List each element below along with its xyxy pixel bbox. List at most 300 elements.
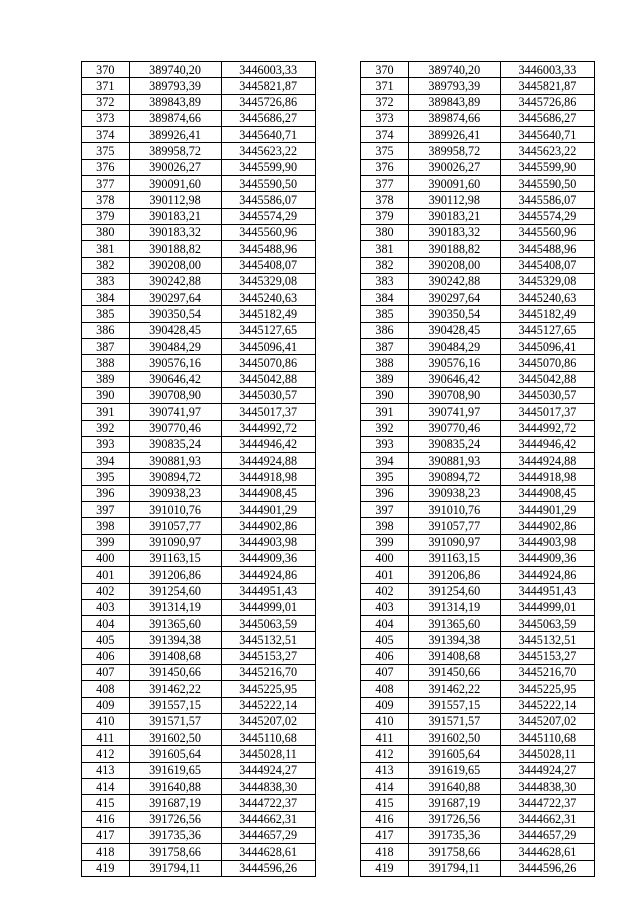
right-point-number-cell: 372	[361, 94, 409, 110]
left-point-number-cell: 411	[82, 730, 130, 746]
left-y-coordinate-cell: 3444657,29	[221, 827, 315, 843]
right-point-number-cell: 391	[361, 404, 409, 420]
right-y-coordinate-cell: 3445599,90	[500, 159, 594, 175]
left-x-coordinate-cell: 391619,65	[129, 762, 221, 778]
right-y-coordinate-cell: 3444903,98	[500, 534, 594, 550]
left-point-number-cell: 417	[82, 827, 130, 843]
table-row	[82, 176, 595, 192]
table-row	[82, 844, 595, 860]
right-x-coordinate-cell: 390208,00	[408, 257, 500, 273]
right-y-coordinate-cell: 3445225,95	[500, 681, 594, 697]
left-x-coordinate-cell: 391206,86	[129, 567, 221, 583]
right-y-coordinate-cell: 3444722,37	[500, 795, 594, 811]
left-point-number-cell: 383	[82, 273, 130, 289]
right-y-coordinate-cell: 3445042,88	[500, 371, 594, 387]
left-y-coordinate-cell: 3445127,65	[221, 322, 315, 338]
table-row	[82, 648, 595, 664]
right-point-number-cell: 390	[361, 387, 409, 403]
right-x-coordinate-cell: 390708,90	[408, 387, 500, 403]
left-x-coordinate-cell: 390741,97	[129, 404, 221, 420]
right-point-number-cell: 385	[361, 306, 409, 322]
right-point-number-cell: 394	[361, 453, 409, 469]
left-y-coordinate-cell: 3444903,98	[221, 534, 315, 550]
table-row	[82, 273, 595, 289]
spacer-cell	[315, 94, 361, 110]
table-row	[82, 534, 595, 550]
left-x-coordinate-cell: 391314,19	[129, 599, 221, 615]
spacer-cell	[315, 322, 361, 338]
right-point-number-cell: 378	[361, 192, 409, 208]
right-point-number-cell: 395	[361, 469, 409, 485]
right-x-coordinate-cell: 390297,64	[408, 290, 500, 306]
right-point-number-cell: 401	[361, 567, 409, 583]
left-point-number-cell: 393	[82, 436, 130, 452]
right-y-coordinate-cell: 3446003,33	[500, 62, 594, 78]
right-point-number-cell: 406	[361, 648, 409, 664]
left-x-coordinate-cell: 389874,66	[129, 110, 221, 126]
spacer-cell	[315, 746, 361, 762]
left-y-coordinate-cell: 3446003,33	[221, 62, 315, 78]
left-y-coordinate-cell: 3444628,61	[221, 844, 315, 860]
table-row	[82, 713, 595, 729]
right-x-coordinate-cell: 391735,36	[408, 827, 500, 843]
table-row	[82, 485, 595, 501]
right-y-coordinate-cell: 3444838,30	[500, 779, 594, 795]
left-point-number-cell: 412	[82, 746, 130, 762]
right-x-coordinate-cell: 390242,88	[408, 273, 500, 289]
spacer-cell	[315, 795, 361, 811]
table-body	[82, 62, 595, 877]
left-x-coordinate-cell: 390646,42	[129, 371, 221, 387]
right-point-number-cell: 397	[361, 502, 409, 518]
left-point-number-cell: 391	[82, 404, 130, 420]
spacer-cell	[315, 224, 361, 240]
right-point-number-cell: 381	[361, 241, 409, 257]
spacer-cell	[315, 550, 361, 566]
left-point-number-cell: 380	[82, 224, 130, 240]
left-x-coordinate-cell: 390183,21	[129, 208, 221, 224]
right-x-coordinate-cell: 389843,89	[408, 94, 500, 110]
left-x-coordinate-cell: 390835,24	[129, 436, 221, 452]
spacer-cell	[315, 355, 361, 371]
spacer-cell	[315, 110, 361, 126]
spacer-cell	[315, 648, 361, 664]
right-y-coordinate-cell: 3445240,63	[500, 290, 594, 306]
right-y-coordinate-cell: 3444901,29	[500, 502, 594, 518]
left-point-number-cell: 397	[82, 502, 130, 518]
left-x-coordinate-cell: 391571,57	[129, 713, 221, 729]
table-row	[82, 159, 595, 175]
left-x-coordinate-cell: 391254,60	[129, 583, 221, 599]
left-y-coordinate-cell: 3445222,14	[221, 697, 315, 713]
table-row	[82, 420, 595, 436]
left-x-coordinate-cell: 390770,46	[129, 420, 221, 436]
table-row	[82, 257, 595, 273]
right-y-coordinate-cell: 3444902,86	[500, 518, 594, 534]
right-point-number-cell: 396	[361, 485, 409, 501]
table-row	[82, 550, 595, 566]
left-point-number-cell: 390	[82, 387, 130, 403]
left-point-number-cell: 384	[82, 290, 130, 306]
right-x-coordinate-cell: 389958,72	[408, 143, 500, 159]
table-row	[82, 339, 595, 355]
table-row	[82, 290, 595, 306]
right-x-coordinate-cell: 391365,60	[408, 616, 500, 632]
right-y-coordinate-cell: 3445222,14	[500, 697, 594, 713]
right-x-coordinate-cell: 389926,41	[408, 127, 500, 143]
left-y-coordinate-cell: 3445225,95	[221, 681, 315, 697]
right-x-coordinate-cell: 390894,72	[408, 469, 500, 485]
left-y-coordinate-cell: 3444838,30	[221, 779, 315, 795]
right-point-number-cell: 376	[361, 159, 409, 175]
table-row	[82, 94, 595, 110]
left-y-coordinate-cell: 3445574,29	[221, 208, 315, 224]
spacer-cell	[315, 567, 361, 583]
spacer-cell	[315, 762, 361, 778]
right-x-coordinate-cell: 391640,88	[408, 779, 500, 795]
right-y-coordinate-cell: 3444908,45	[500, 485, 594, 501]
right-x-coordinate-cell: 390938,23	[408, 485, 500, 501]
left-y-coordinate-cell: 3445686,27	[221, 110, 315, 126]
left-y-coordinate-cell: 3444662,31	[221, 811, 315, 827]
spacer-cell	[315, 176, 361, 192]
right-y-coordinate-cell: 3445488,96	[500, 241, 594, 257]
left-point-number-cell: 382	[82, 257, 130, 273]
right-y-coordinate-cell: 3444924,86	[500, 567, 594, 583]
left-y-coordinate-cell: 3445216,70	[221, 664, 315, 680]
right-x-coordinate-cell: 390091,60	[408, 176, 500, 192]
table-row	[82, 110, 595, 126]
left-y-coordinate-cell: 3444918,98	[221, 469, 315, 485]
spacer-cell	[315, 616, 361, 632]
left-x-coordinate-cell: 391605,64	[129, 746, 221, 762]
right-point-number-cell: 384	[361, 290, 409, 306]
right-y-coordinate-cell: 3445821,87	[500, 78, 594, 94]
left-point-number-cell: 405	[82, 632, 130, 648]
table-row	[82, 746, 595, 762]
left-x-coordinate-cell: 390208,00	[129, 257, 221, 273]
right-point-number-cell: 411	[361, 730, 409, 746]
right-point-number-cell: 370	[361, 62, 409, 78]
table-row	[82, 371, 595, 387]
right-x-coordinate-cell: 389740,20	[408, 62, 500, 78]
right-point-number-cell: 389	[361, 371, 409, 387]
spacer-cell	[315, 518, 361, 534]
left-y-coordinate-cell: 3444924,27	[221, 762, 315, 778]
right-y-coordinate-cell: 3444999,01	[500, 599, 594, 615]
left-y-coordinate-cell: 3445070,86	[221, 355, 315, 371]
left-x-coordinate-cell: 391462,22	[129, 681, 221, 697]
right-x-coordinate-cell: 390484,29	[408, 339, 500, 355]
right-point-number-cell: 377	[361, 176, 409, 192]
left-point-number-cell: 396	[82, 485, 130, 501]
right-y-coordinate-cell: 3445063,59	[500, 616, 594, 632]
right-point-number-cell: 416	[361, 811, 409, 827]
spacer-cell	[315, 844, 361, 860]
table-row	[82, 518, 595, 534]
left-point-number-cell: 401	[82, 567, 130, 583]
right-x-coordinate-cell: 390881,93	[408, 453, 500, 469]
right-x-coordinate-cell: 391010,76	[408, 502, 500, 518]
right-point-number-cell: 380	[361, 224, 409, 240]
right-point-number-cell: 404	[361, 616, 409, 632]
table-row	[82, 583, 595, 599]
left-x-coordinate-cell: 391394,38	[129, 632, 221, 648]
right-x-coordinate-cell: 390112,98	[408, 192, 500, 208]
left-point-number-cell: 409	[82, 697, 130, 713]
right-point-number-cell: 375	[361, 143, 409, 159]
left-x-coordinate-cell: 390881,93	[129, 453, 221, 469]
left-x-coordinate-cell: 390297,64	[129, 290, 221, 306]
right-point-number-cell: 383	[361, 273, 409, 289]
left-point-number-cell: 388	[82, 355, 130, 371]
left-point-number-cell: 408	[82, 681, 130, 697]
right-y-coordinate-cell: 3445623,22	[500, 143, 594, 159]
table-row	[82, 795, 595, 811]
right-point-number-cell: 419	[361, 860, 409, 876]
left-x-coordinate-cell: 389926,41	[129, 127, 221, 143]
right-y-coordinate-cell: 3444946,42	[500, 436, 594, 452]
right-y-coordinate-cell: 3445132,51	[500, 632, 594, 648]
spacer-cell	[315, 159, 361, 175]
right-y-coordinate-cell: 3445726,86	[500, 94, 594, 110]
left-y-coordinate-cell: 3445042,88	[221, 371, 315, 387]
left-point-number-cell: 374	[82, 127, 130, 143]
table-row	[82, 730, 595, 746]
right-x-coordinate-cell: 391794,11	[408, 860, 500, 876]
left-point-number-cell: 378	[82, 192, 130, 208]
left-y-coordinate-cell: 3445726,86	[221, 94, 315, 110]
right-point-number-cell: 373	[361, 110, 409, 126]
left-y-coordinate-cell: 3445207,02	[221, 713, 315, 729]
right-point-number-cell: 386	[361, 322, 409, 338]
right-point-number-cell: 415	[361, 795, 409, 811]
right-x-coordinate-cell: 390188,82	[408, 241, 500, 257]
spacer-cell	[315, 436, 361, 452]
spacer-cell	[315, 697, 361, 713]
right-y-coordinate-cell: 3444657,29	[500, 827, 594, 843]
spacer-cell	[315, 453, 361, 469]
table-row	[82, 404, 595, 420]
table-row	[82, 453, 595, 469]
right-x-coordinate-cell: 390183,21	[408, 208, 500, 224]
left-point-number-cell: 399	[82, 534, 130, 550]
table-row	[82, 502, 595, 518]
right-y-coordinate-cell: 3445586,07	[500, 192, 594, 208]
left-x-coordinate-cell: 391602,50	[129, 730, 221, 746]
spacer-cell	[315, 192, 361, 208]
right-y-coordinate-cell: 3444918,98	[500, 469, 594, 485]
left-point-number-cell: 404	[82, 616, 130, 632]
right-y-coordinate-cell: 3445127,65	[500, 322, 594, 338]
table-row	[82, 681, 595, 697]
right-y-coordinate-cell: 3445017,37	[500, 404, 594, 420]
right-point-number-cell: 379	[361, 208, 409, 224]
spacer-cell	[315, 273, 361, 289]
table-row	[82, 811, 595, 827]
left-y-coordinate-cell: 3444999,01	[221, 599, 315, 615]
right-y-coordinate-cell: 3444924,88	[500, 453, 594, 469]
table-row	[82, 827, 595, 843]
left-y-coordinate-cell: 3444946,42	[221, 436, 315, 452]
spacer-cell	[315, 404, 361, 420]
table-row	[82, 306, 595, 322]
left-x-coordinate-cell: 390091,60	[129, 176, 221, 192]
left-y-coordinate-cell: 3445153,27	[221, 648, 315, 664]
spacer-cell	[315, 664, 361, 680]
left-y-coordinate-cell: 3445590,50	[221, 176, 315, 192]
table-row	[82, 62, 595, 78]
right-y-coordinate-cell: 3445640,71	[500, 127, 594, 143]
spacer-cell	[315, 420, 361, 436]
right-x-coordinate-cell: 391619,65	[408, 762, 500, 778]
right-x-coordinate-cell: 391758,66	[408, 844, 500, 860]
right-y-coordinate-cell: 3445096,41	[500, 339, 594, 355]
left-point-number-cell: 419	[82, 860, 130, 876]
right-y-coordinate-cell: 3445408,07	[500, 257, 594, 273]
left-x-coordinate-cell: 391090,97	[129, 534, 221, 550]
right-x-coordinate-cell: 391602,50	[408, 730, 500, 746]
left-x-coordinate-cell: 391726,56	[129, 811, 221, 827]
left-y-coordinate-cell: 3445623,22	[221, 143, 315, 159]
left-point-number-cell: 377	[82, 176, 130, 192]
right-x-coordinate-cell: 391571,57	[408, 713, 500, 729]
right-point-number-cell: 417	[361, 827, 409, 843]
spacer-cell	[315, 502, 361, 518]
left-point-number-cell: 402	[82, 583, 130, 599]
left-x-coordinate-cell: 391794,11	[129, 860, 221, 876]
right-x-coordinate-cell: 391394,38	[408, 632, 500, 648]
spacer-cell	[315, 143, 361, 159]
right-y-coordinate-cell: 3445070,86	[500, 355, 594, 371]
left-y-coordinate-cell: 3444909,36	[221, 550, 315, 566]
left-point-number-cell: 373	[82, 110, 130, 126]
left-y-coordinate-cell: 3445640,71	[221, 127, 315, 143]
spacer-cell	[315, 257, 361, 273]
spacer-cell	[315, 469, 361, 485]
left-x-coordinate-cell: 391557,15	[129, 697, 221, 713]
left-x-coordinate-cell: 391057,77	[129, 518, 221, 534]
left-x-coordinate-cell: 390026,27	[129, 159, 221, 175]
left-point-number-cell: 379	[82, 208, 130, 224]
left-x-coordinate-cell: 391408,68	[129, 648, 221, 664]
right-y-coordinate-cell: 3444924,27	[500, 762, 594, 778]
spacer-cell	[315, 827, 361, 843]
right-point-number-cell: 388	[361, 355, 409, 371]
right-x-coordinate-cell: 391557,15	[408, 697, 500, 713]
left-x-coordinate-cell: 391010,76	[129, 502, 221, 518]
left-y-coordinate-cell: 3445028,11	[221, 746, 315, 762]
right-point-number-cell: 412	[361, 746, 409, 762]
right-y-coordinate-cell: 3445686,27	[500, 110, 594, 126]
left-x-coordinate-cell: 390484,29	[129, 339, 221, 355]
table-row	[82, 322, 595, 338]
left-y-coordinate-cell: 3444924,86	[221, 567, 315, 583]
right-y-coordinate-cell: 3445560,96	[500, 224, 594, 240]
left-x-coordinate-cell: 391450,66	[129, 664, 221, 680]
left-point-number-cell: 376	[82, 159, 130, 175]
right-x-coordinate-cell: 389874,66	[408, 110, 500, 126]
left-y-coordinate-cell: 3445132,51	[221, 632, 315, 648]
table-row	[82, 208, 595, 224]
right-y-coordinate-cell: 3444662,31	[500, 811, 594, 827]
left-x-coordinate-cell: 389740,20	[129, 62, 221, 78]
left-y-coordinate-cell: 3445096,41	[221, 339, 315, 355]
table-row	[82, 436, 595, 452]
left-y-coordinate-cell: 3445560,96	[221, 224, 315, 240]
right-y-coordinate-cell: 3445590,50	[500, 176, 594, 192]
spacer-cell	[315, 681, 361, 697]
right-x-coordinate-cell: 391687,19	[408, 795, 500, 811]
table-row	[82, 860, 595, 876]
left-x-coordinate-cell: 391687,19	[129, 795, 221, 811]
table-row	[82, 762, 595, 778]
left-y-coordinate-cell: 3444992,72	[221, 420, 315, 436]
left-point-number-cell: 387	[82, 339, 130, 355]
right-point-number-cell: 371	[361, 78, 409, 94]
spacer-cell	[315, 241, 361, 257]
left-point-number-cell: 371	[82, 78, 130, 94]
left-point-number-cell: 398	[82, 518, 130, 534]
right-x-coordinate-cell: 390646,42	[408, 371, 500, 387]
right-point-number-cell: 414	[361, 779, 409, 795]
left-point-number-cell: 395	[82, 469, 130, 485]
left-x-coordinate-cell: 391735,36	[129, 827, 221, 843]
left-point-number-cell: 415	[82, 795, 130, 811]
right-y-coordinate-cell: 3445329,08	[500, 273, 594, 289]
left-y-coordinate-cell: 3445030,57	[221, 387, 315, 403]
right-point-number-cell: 403	[361, 599, 409, 615]
left-x-coordinate-cell: 390242,88	[129, 273, 221, 289]
left-y-coordinate-cell: 3445488,96	[221, 241, 315, 257]
spacer-cell	[315, 208, 361, 224]
left-x-coordinate-cell: 390708,90	[129, 387, 221, 403]
right-x-coordinate-cell: 390770,46	[408, 420, 500, 436]
right-point-number-cell: 405	[361, 632, 409, 648]
right-x-coordinate-cell: 391605,64	[408, 746, 500, 762]
table-row	[82, 192, 595, 208]
spacer-cell	[315, 339, 361, 355]
right-x-coordinate-cell: 391408,68	[408, 648, 500, 664]
right-y-coordinate-cell: 3444951,43	[500, 583, 594, 599]
right-x-coordinate-cell: 390428,45	[408, 322, 500, 338]
right-x-coordinate-cell: 389793,39	[408, 78, 500, 94]
left-point-number-cell: 370	[82, 62, 130, 78]
spacer-cell	[315, 62, 361, 78]
left-point-number-cell: 406	[82, 648, 130, 664]
left-y-coordinate-cell: 3445586,07	[221, 192, 315, 208]
right-x-coordinate-cell: 391450,66	[408, 664, 500, 680]
left-point-number-cell: 381	[82, 241, 130, 257]
right-y-coordinate-cell: 3444596,26	[500, 860, 594, 876]
table-row	[82, 632, 595, 648]
right-x-coordinate-cell: 390835,24	[408, 436, 500, 452]
right-point-number-cell: 398	[361, 518, 409, 534]
left-y-coordinate-cell: 3445063,59	[221, 616, 315, 632]
right-x-coordinate-cell: 390350,54	[408, 306, 500, 322]
left-y-coordinate-cell: 3445240,63	[221, 290, 315, 306]
right-x-coordinate-cell: 391163,15	[408, 550, 500, 566]
left-point-number-cell: 414	[82, 779, 130, 795]
left-y-coordinate-cell: 3445110,68	[221, 730, 315, 746]
right-x-coordinate-cell: 391206,86	[408, 567, 500, 583]
right-y-coordinate-cell: 3444628,61	[500, 844, 594, 860]
right-point-number-cell: 410	[361, 713, 409, 729]
left-x-coordinate-cell: 390112,98	[129, 192, 221, 208]
left-point-number-cell: 394	[82, 453, 130, 469]
right-y-coordinate-cell: 3445110,68	[500, 730, 594, 746]
left-y-coordinate-cell: 3444596,26	[221, 860, 315, 876]
